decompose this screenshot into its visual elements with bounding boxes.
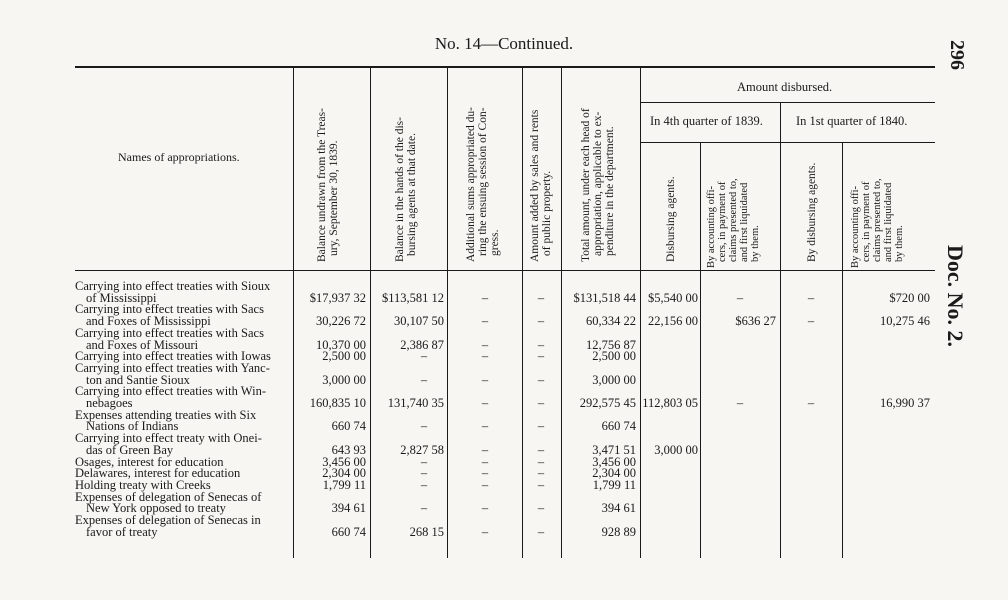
header-line: Disbursing agents. bbox=[665, 176, 677, 262]
empty-cell-dash: – bbox=[537, 524, 545, 539]
empty-cell-dash: – bbox=[420, 349, 428, 364]
appropriation-name-line: nebagoes bbox=[86, 396, 133, 410]
document-label: Doc. No. 2. bbox=[943, 245, 968, 348]
empty-cell-dash: – bbox=[537, 466, 545, 481]
amount-cell: 60,334 22 bbox=[586, 314, 636, 329]
appropriation-name-line: Delawares, interest for education bbox=[75, 466, 241, 481]
appropriation-name-line: Carrying into effect treaties with Sacs bbox=[75, 302, 264, 317]
empty-cell-dash: – bbox=[537, 501, 545, 516]
empty-cell-dash: – bbox=[481, 290, 489, 305]
empty-cell-dash: – bbox=[537, 290, 545, 305]
header-line: bursing agents at that date. bbox=[406, 133, 418, 256]
balance-agents-header bbox=[394, 117, 418, 262]
empty-cell-dash: – bbox=[481, 337, 489, 352]
empty-cell-dash: – bbox=[481, 454, 489, 469]
amount-cell: 12,756 87 bbox=[586, 337, 636, 352]
appropriation-name-line: of Mississippi bbox=[86, 290, 157, 305]
amount-cell: 1,799 11 bbox=[592, 477, 636, 492]
appropriation-name-line: Carrying into effect treaties with Win- bbox=[75, 384, 266, 399]
disbursing-agents-q1-header bbox=[806, 163, 818, 262]
page-title: No. 14—Continued. bbox=[434, 34, 574, 53]
header-line: by them. bbox=[894, 225, 905, 262]
empty-cell-dash: – bbox=[481, 372, 489, 387]
col-divider bbox=[447, 68, 448, 558]
header-line: By disbursing agents. bbox=[806, 162, 818, 262]
amount-cell: 3,456 00 bbox=[592, 454, 636, 469]
col-divider bbox=[842, 142, 843, 558]
amount-cell: 3,000 00 bbox=[654, 442, 698, 457]
empty-cell-dash: – bbox=[807, 314, 815, 329]
header-line: Balance in the hands of the dis- bbox=[394, 117, 406, 262]
amount-cell: 3,000 00 bbox=[592, 372, 636, 387]
q4-1839-header: In 4th quarter of 1839. bbox=[650, 114, 763, 128]
amount-cell: 660 74 bbox=[331, 419, 366, 434]
appropriation-name-line: Holding treaty with Creeks bbox=[75, 477, 211, 492]
empty-cell-dash: – bbox=[481, 314, 489, 329]
empty-cell-dash: – bbox=[537, 396, 545, 410]
amount-cell: $17,937 32 bbox=[309, 290, 366, 305]
empty-cell-dash: – bbox=[537, 442, 545, 457]
amount-cell: 394 61 bbox=[601, 501, 636, 516]
header-line: Amount added by sales and rents bbox=[529, 109, 541, 262]
empty-cell-dash: – bbox=[537, 372, 545, 387]
col-divider bbox=[370, 68, 371, 558]
header-line: ury, September 30, 1839. bbox=[328, 140, 340, 256]
header-line: Additional sums appropriated du- bbox=[465, 107, 477, 262]
amount-cell: 1,799 11 bbox=[322, 477, 366, 492]
amount-cell: 2,827 58 bbox=[400, 442, 444, 457]
page-number: 296 bbox=[946, 40, 968, 70]
header-line: Balance undrawn from the Treas- bbox=[316, 108, 328, 262]
empty-cell-dash: – bbox=[736, 290, 744, 305]
disbursing-agents-q4-header bbox=[665, 176, 677, 262]
empty-cell-dash: – bbox=[807, 396, 815, 410]
appropriation-name-line: das of Green Bay bbox=[86, 442, 174, 457]
header-line: By accounting offi- bbox=[706, 185, 717, 268]
appropriation-name-line: ton and Santie Sioux bbox=[86, 372, 190, 387]
empty-cell-dash: – bbox=[420, 501, 428, 516]
amount-cell: 112,803 05 bbox=[642, 396, 698, 410]
empty-cell-dash: – bbox=[807, 290, 815, 305]
empty-cell-dash: – bbox=[537, 454, 545, 469]
amount-cell: 643 93 bbox=[331, 442, 366, 457]
header-line: gress. bbox=[489, 229, 501, 256]
header-line: of public property. bbox=[541, 170, 553, 256]
amount-cell: 2,500 00 bbox=[322, 349, 366, 364]
empty-cell-dash: – bbox=[481, 396, 489, 410]
amount-cell: 30,107 50 bbox=[394, 314, 444, 329]
appropriation-name-line: Carrying into effect treaties with Sioux bbox=[75, 279, 271, 293]
empty-cell-dash: – bbox=[481, 349, 489, 364]
appropriation-name-line: favor of treaty bbox=[86, 524, 158, 539]
empty-cell-dash: – bbox=[481, 442, 489, 457]
appropriation-name-line: and Foxes of Mississippi bbox=[86, 314, 211, 329]
amount-cell: $113,581 12 bbox=[381, 290, 444, 305]
empty-cell-dash: – bbox=[481, 501, 489, 516]
appropriation-name-line: Nations of Indians bbox=[86, 419, 179, 434]
header-line: claims presented to, bbox=[728, 178, 739, 262]
amount-disbursed-header: Amount disbursed. bbox=[737, 80, 833, 94]
disbursed-subhead-rule bbox=[640, 102, 935, 103]
amount-cell: 3,000 00 bbox=[322, 372, 366, 387]
accounting-q1-header bbox=[850, 178, 905, 268]
amount-cell: 2,500 00 bbox=[592, 349, 636, 364]
header-line: ring the ensuing session of Con- bbox=[477, 107, 489, 256]
empty-cell-dash: – bbox=[481, 466, 489, 481]
header-line: By accounting offi- bbox=[850, 185, 861, 268]
amount-cell: $5,540 00 bbox=[648, 290, 698, 305]
amount-cell: 3,471 51 bbox=[592, 442, 636, 457]
amount-cell: 16,990 37 bbox=[880, 396, 930, 410]
balance-undrawn-header bbox=[316, 108, 340, 262]
empty-cell-dash: – bbox=[481, 477, 489, 492]
header-line: Total amount, under each head of bbox=[580, 108, 592, 262]
header-line: cers, in payment of bbox=[717, 181, 728, 262]
empty-cell-dash: – bbox=[420, 419, 428, 434]
amount-cell: 131,740 35 bbox=[387, 396, 444, 410]
amount-cell: 160,835 10 bbox=[309, 396, 366, 410]
appropriation-name-line: Carrying into effect treaties with Iowas bbox=[75, 349, 271, 364]
amount-added-header bbox=[529, 110, 553, 262]
appropriation-name-line: Osages, interest for education bbox=[75, 454, 224, 469]
q1-1840-header: In 1st quarter of 1840. bbox=[796, 114, 908, 128]
amount-cell: 10,275 46 bbox=[880, 314, 930, 329]
empty-cell-dash: – bbox=[537, 337, 545, 352]
header-line: penditure in the department. bbox=[604, 126, 616, 256]
amount-cell: 22,156 00 bbox=[648, 314, 698, 329]
empty-cell-dash: – bbox=[481, 419, 489, 434]
header-line: by them. bbox=[750, 225, 761, 262]
header-line: and first liquidated bbox=[883, 182, 894, 262]
col-divider bbox=[780, 102, 781, 558]
appropriation-name-line: and Foxes of Missouri bbox=[86, 337, 199, 352]
amount-cell: 2,304 00 bbox=[592, 466, 636, 481]
amount-cell: 2,304 00 bbox=[322, 466, 366, 481]
total-amount-header bbox=[580, 108, 616, 262]
appropriation-name-line: Expenses attending treaties with Six bbox=[75, 407, 257, 422]
additional-sums-header bbox=[465, 107, 501, 262]
amount-cell: 660 74 bbox=[331, 524, 366, 539]
quarter-subhead-rule bbox=[640, 142, 935, 143]
empty-cell-dash: – bbox=[537, 477, 545, 492]
appropriation-name-line: Expenses of delegation of Senecas of bbox=[75, 489, 262, 504]
empty-cell-dash: – bbox=[481, 524, 489, 539]
col-divider bbox=[640, 68, 641, 558]
col-divider bbox=[522, 68, 523, 558]
empty-cell-dash: – bbox=[420, 466, 428, 481]
accounting-q4-header bbox=[706, 178, 761, 268]
col-divider bbox=[700, 142, 701, 558]
amount-cell: 3,456 00 bbox=[322, 454, 366, 469]
amount-cell: 928 89 bbox=[601, 524, 636, 539]
empty-cell-dash: – bbox=[736, 396, 744, 410]
empty-cell-dash: – bbox=[420, 477, 428, 492]
amount-cell: 2,386 87 bbox=[400, 337, 444, 352]
amount-cell: 394 61 bbox=[331, 501, 366, 516]
amount-cell: 292,575 45 bbox=[579, 396, 636, 410]
empty-cell-dash: – bbox=[420, 454, 428, 469]
empty-cell-dash: – bbox=[537, 419, 545, 434]
header-bottom-rule bbox=[75, 270, 935, 271]
appropriation-name-line: Carrying into effect treaties with Sacs bbox=[75, 325, 264, 340]
header-line: claims presented to, bbox=[872, 178, 883, 262]
header-line: cers, in payment of bbox=[861, 181, 872, 262]
amount-cell: 268 15 bbox=[409, 524, 444, 539]
amount-cell: 30,226 72 bbox=[316, 314, 366, 329]
names-header: Names of appropriations. bbox=[118, 150, 240, 164]
appropriation-name-line: Expenses of delegation of Senecas in bbox=[75, 513, 261, 527]
appropriation-name-line: Carrying into effect treaties with Yanc- bbox=[75, 360, 270, 375]
header-line: appropriation, applicable to ex- bbox=[592, 111, 604, 256]
header-line: and first liquidated bbox=[739, 182, 750, 262]
amount-cell: $131,518 44 bbox=[573, 290, 636, 305]
amount-cell: 10,370 00 bbox=[316, 337, 366, 352]
appropriation-name-line: New York opposed to treaty bbox=[86, 501, 226, 516]
empty-cell-dash: – bbox=[537, 349, 545, 364]
empty-cell-dash: – bbox=[537, 314, 545, 329]
table-top-rule bbox=[75, 66, 935, 68]
appropriation-name-line: Carrying into effect treaty with Onei- bbox=[75, 431, 262, 446]
amount-cell: 660 74 bbox=[601, 419, 636, 434]
amount-cell: $636 27 bbox=[735, 314, 776, 329]
amount-cell: $720 00 bbox=[889, 290, 930, 305]
empty-cell-dash: – bbox=[420, 372, 428, 387]
